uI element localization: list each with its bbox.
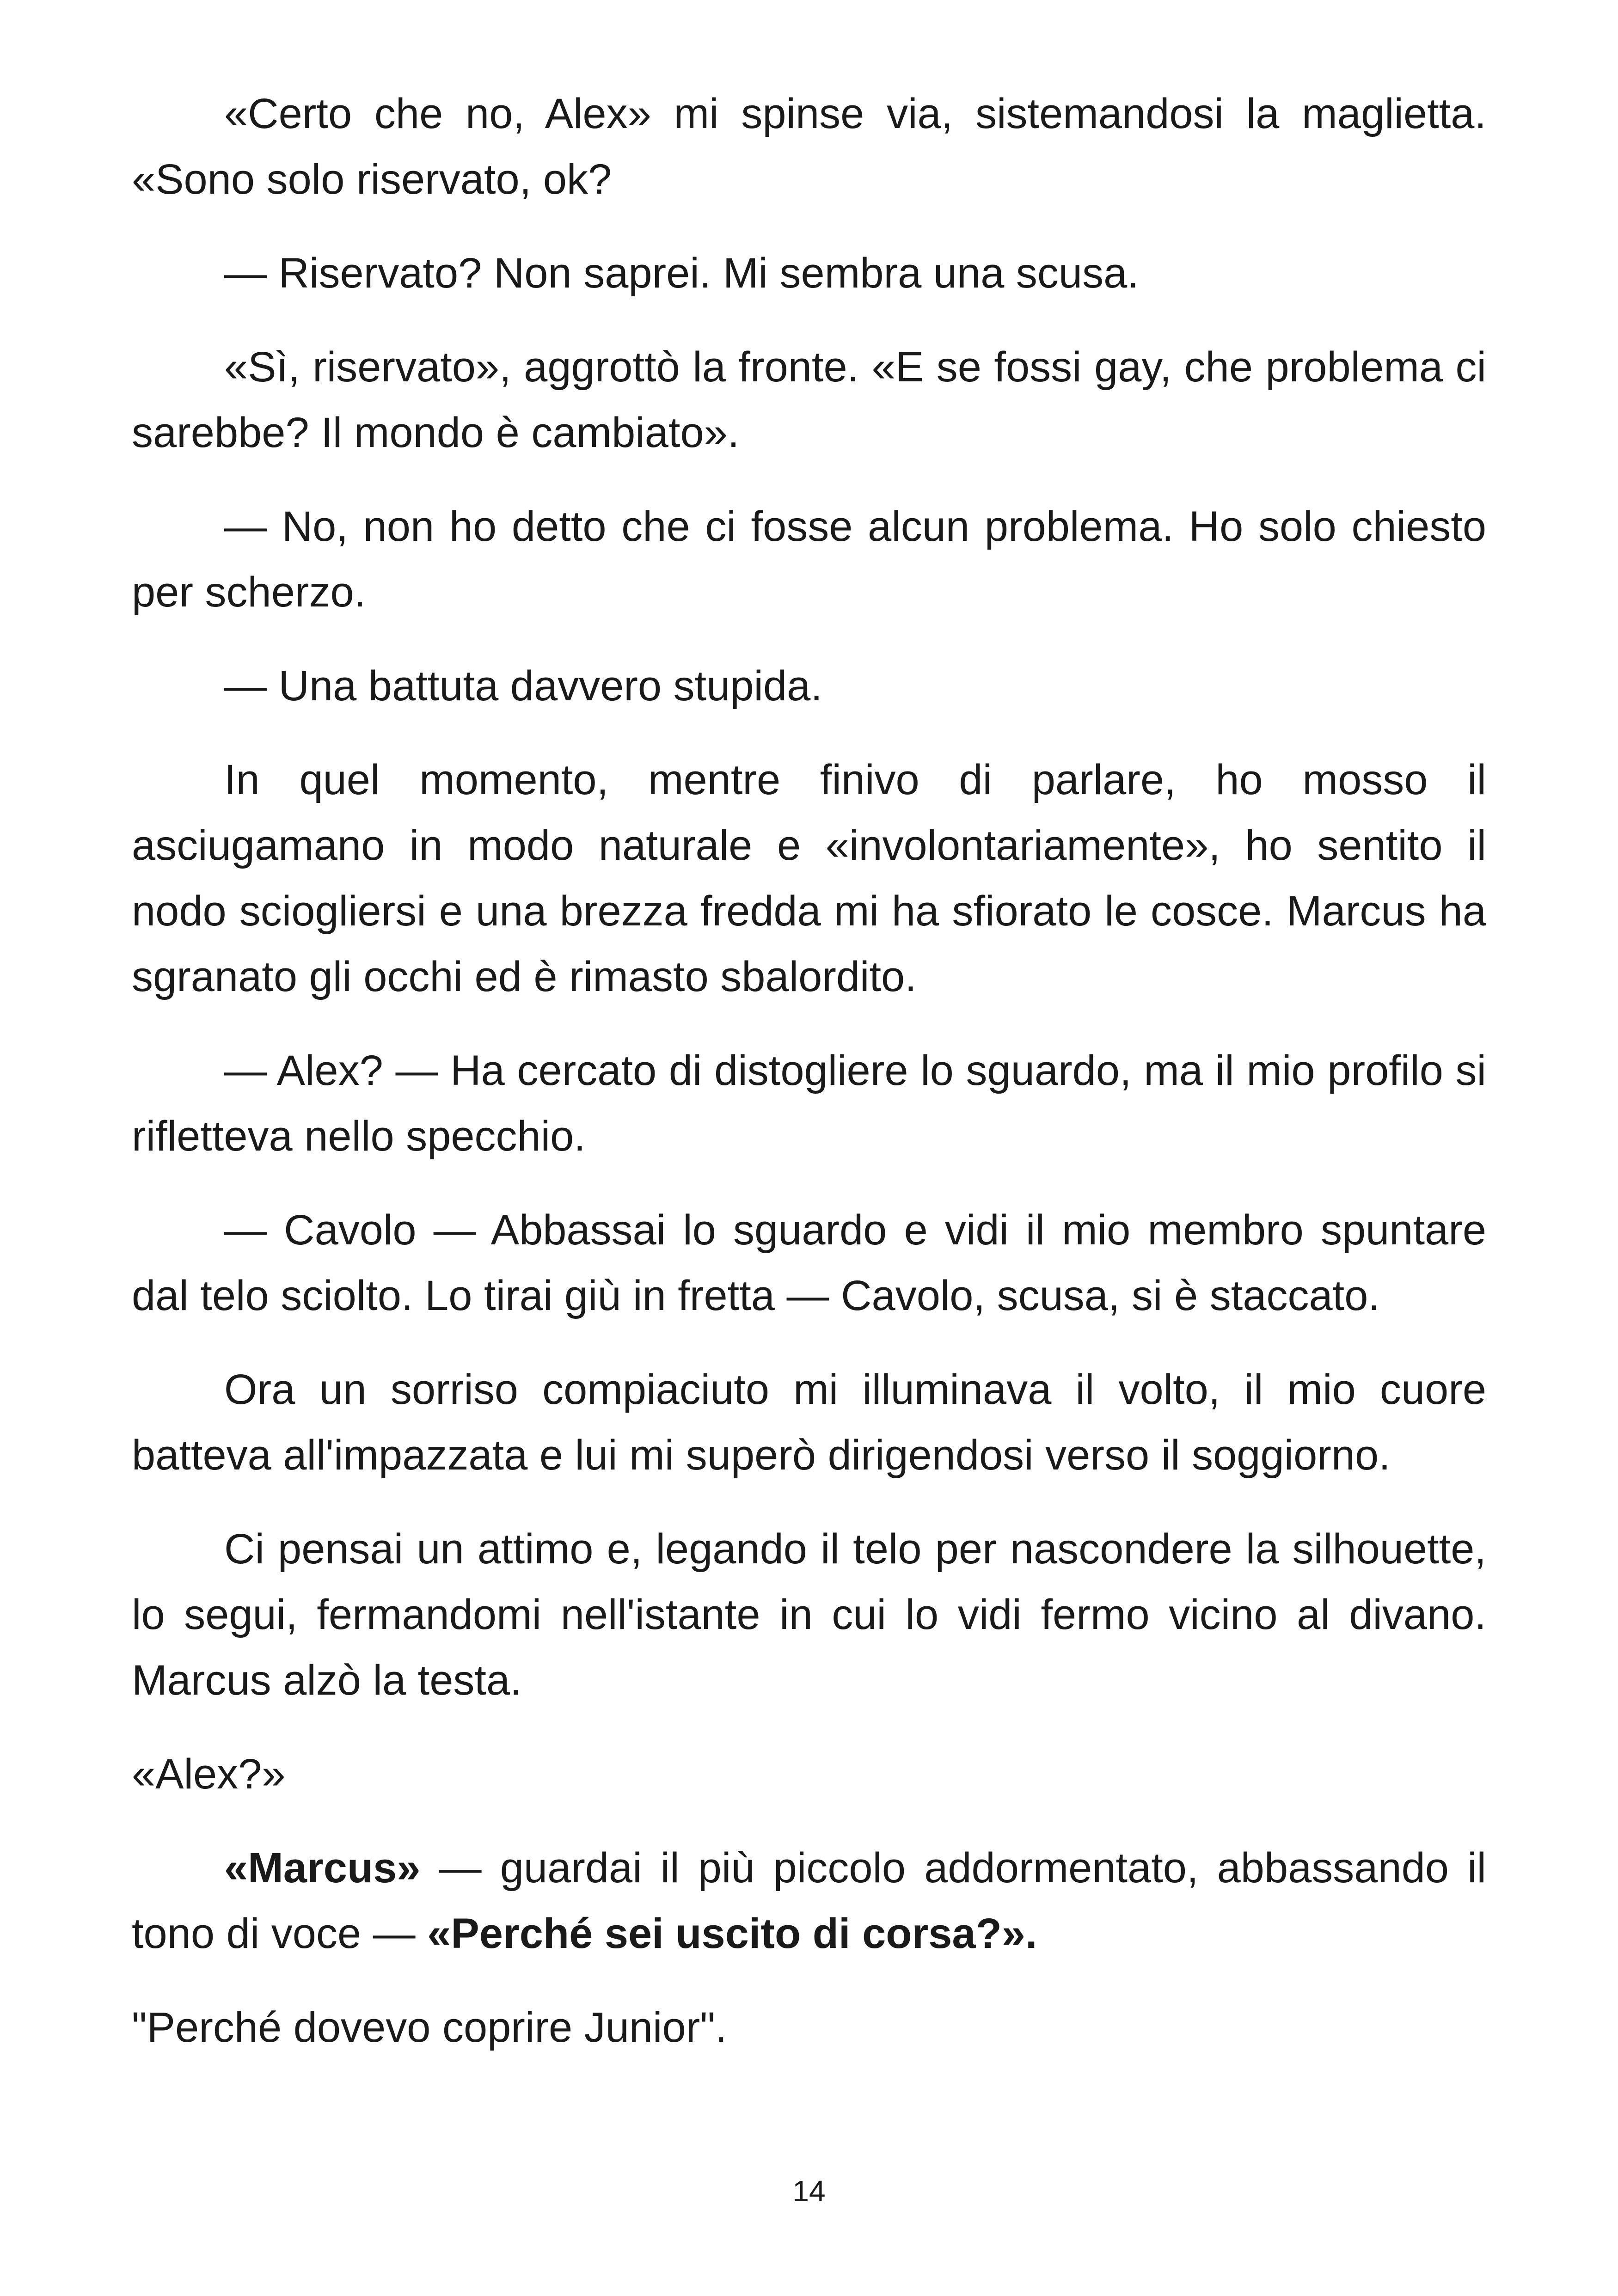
paragraph-text: — Una battuta davvero stupida. (224, 662, 822, 710)
paragraph-text: Ora un sorriso compiaciuto mi illuminava il volto, il mio cuore batteva all'impazzata e lui mi superò dirigendosi verso il soggiorno. (132, 1366, 1486, 1479)
paragraph (132, 1516, 1486, 1713)
dialogue-bold: «Perché sei uscito di corsa?». (427, 1910, 1037, 1957)
dialogue-bold: «Marcus» (224, 1844, 421, 1892)
paragraph-text: In quel momento, mentre finivo di parlare, ho mosso il asciugamano in modo naturale e «involontariamente», ho sentito il nodo sciogliersi e una brezza fredda mi ha sfiorato le cosce. Marcus ha sgranato gli occhi ed è rimasto sbalordito. (132, 756, 1486, 1000)
paragraph-text: "Perché dovevo coprire Junior". (132, 2004, 727, 2051)
paragraph (132, 494, 1486, 625)
page-body (132, 81, 1486, 2060)
paragraph-text: — Riservato? Non saprei. Mi sembra una scusa. (224, 250, 1139, 297)
paragraph-text: — Alex? — Ha cercato di distogliere lo sguardo, ma il mio profilo si rifletteva nello specchio. (132, 1047, 1486, 1160)
paragraph-text: — Cavolo — Abbassai lo sguardo e vidi il mio membro spuntare dal telo sciolto. Lo tirai giù in fretta — Cavolo, scusa, si è staccato. (132, 1206, 1486, 1319)
paragraph (132, 334, 1486, 465)
paragraph-text: «Certo che no, Alex» mi spinse via, sistemandosi la maglietta. «Sono solo riservato, ok? (132, 90, 1486, 203)
paragraph (132, 81, 1486, 212)
paragraph-text: «Alex?» (132, 1751, 286, 1798)
paragraph (132, 1835, 1486, 1966)
page-number: 14 (792, 2174, 826, 2208)
paragraph (132, 1995, 1486, 2060)
paragraph (132, 1197, 1486, 1329)
paragraph-text: — guardai il più piccolo addormentato, abbassando il tono di voce — (132, 1844, 1486, 1957)
paragraph-text: — No, non ho detto che ci fosse alcun problema. Ho solo chiesto per scherzo. (132, 503, 1486, 616)
paragraph (132, 1038, 1486, 1169)
paragraph (132, 747, 1486, 1010)
paragraph (132, 653, 1486, 719)
paragraph (132, 240, 1486, 306)
paragraph (132, 1741, 1486, 1807)
paragraph-text: Ci pensai un attimo e, legando il telo per nascondere la silhouette, lo segui, fermandomi nell'istante in cui lo vidi fermo vicino al divano. Marcus alzò la testa. (132, 1525, 1486, 1704)
paragraph-text: «Sì, riservato», aggrottò la fronte. «E se fossi gay, che problema ci sarebbe? Il mondo è cambiato». (132, 343, 1486, 456)
paragraph (132, 1357, 1486, 1488)
